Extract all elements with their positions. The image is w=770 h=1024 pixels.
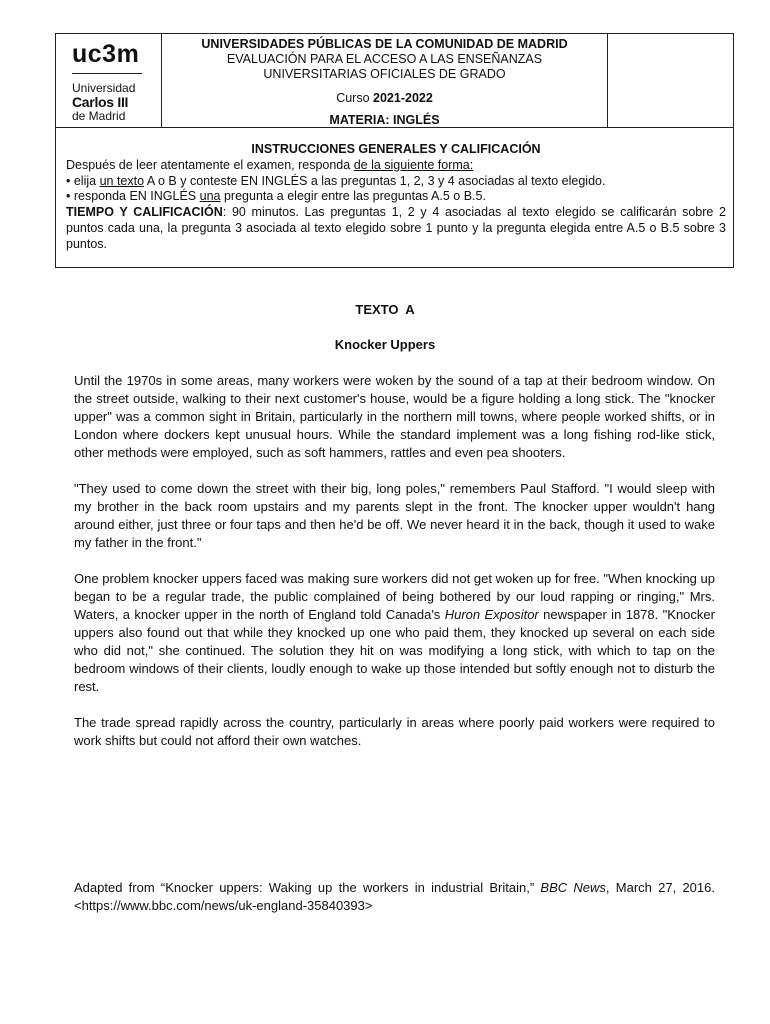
subject-title: MATERIA: INGLÉS bbox=[329, 113, 440, 127]
exam-header-table bbox=[55, 33, 734, 268]
paragraph-4: The trade spread rapidly across the country, particularly in areas where poorly paid workers were required to work shifts but could not afford their own watches. bbox=[74, 715, 715, 748]
university-logo bbox=[56, 34, 162, 127]
paragraph-3 bbox=[74, 570, 715, 696]
logo-mark: uc3m bbox=[72, 40, 140, 68]
bullet1-rest: A o B y conteste EN INGLÉS a las preguntas 1, 2, 3 y 4 asociadas al texto elegido. bbox=[146, 173, 606, 188]
paragraph-2: "They used to come down the street with their big, long poles," remembers Paul Stafford. "I would sleep with my brother in the back room upstairs and my parents slept in the front. The knocker upper wouldn't hang around either, just three or four taps and then he'd be off. We never heard it in the back, though it used to wake my father in the front." bbox=[74, 481, 715, 550]
evaluation-title-line2: UNIVERSITARIAS OFICIALES DE GRADO bbox=[263, 67, 506, 81]
logo-line-madrid: de Madrid bbox=[72, 109, 126, 123]
bullet2-rest: pregunta a elegir entre las preguntas A.5 o B.5. bbox=[223, 189, 486, 204]
logo-line-universidad: Universidad bbox=[72, 81, 136, 95]
instructions-block bbox=[66, 142, 726, 253]
instructions-bullet-2 bbox=[66, 189, 726, 205]
paragraph-1: Until the 1970s in some areas, many workers were woken by the sound of a tap at their bedroom window. On the street outside, walking to their next customer's house, would be a figure holding a long stick. The "knocker upper" was a common sight in Britain, particularly in the northern mill towns, where people worked shifts, or in London where dockers kept unusual hours. While the standard implement was a long fishing rod-like stick, other methods were employed, such as soft hammers, rattles and even pea shooters. bbox=[74, 373, 715, 460]
citation-publication: BBC News bbox=[540, 880, 606, 895]
source-citation bbox=[74, 879, 715, 915]
bullet2-underlined: una bbox=[199, 189, 221, 204]
citation-start: Adapted from “Knocker uppers: Waking up the workers in industrial Britain,” bbox=[74, 880, 535, 895]
header-row bbox=[56, 34, 733, 128]
text-section-label: TEXTO A bbox=[355, 302, 415, 317]
text-title: Knocker Uppers bbox=[334, 337, 436, 352]
instructions-bullet-1 bbox=[66, 174, 726, 190]
citation-text bbox=[74, 879, 715, 915]
instructions-title: INSTRUCCIONES GENERALES Y CALIFICACIÓN bbox=[251, 142, 541, 156]
bullet1-prefix: • elija bbox=[66, 173, 97, 188]
intro-text: Después de leer atentamente el examen, responda bbox=[66, 157, 351, 172]
timing-label: TIEMPO Y CALIFICACIÓN bbox=[66, 205, 223, 220]
course-label: Curso bbox=[336, 91, 370, 105]
intro-underlined: de la siguiente forma: bbox=[353, 157, 474, 172]
citation-end: , March 27, 2016. <https://www.bbc.com/news/uk-england-35840393> bbox=[74, 880, 715, 913]
logo-line-carlos: Carlos III bbox=[72, 94, 129, 110]
course-year bbox=[162, 91, 607, 105]
reading-text bbox=[74, 372, 715, 768]
course-year-value: 2021-2022 bbox=[373, 91, 433, 105]
evaluation-title-line1: EVALUACIÓN PARA EL ACCESO A LAS ENSEÑANZAS bbox=[226, 52, 543, 66]
instructions-intro bbox=[66, 158, 726, 174]
bullet2-prefix: • responda EN INGLÉS bbox=[66, 189, 197, 204]
empty-code-cell bbox=[608, 34, 733, 127]
instructions-timing bbox=[66, 205, 726, 252]
paragraph-3-end: newspaper in 1878. "Knocker uppers also found out that while they knocked up one who paid them, they knocked up several on each side who did not," she continued. The solution they hit on was modifying a long stick, with which to tap on the bedroom windows of their clients, loudly enough to wake up those intended but softly enough not to disturb the rest. bbox=[74, 607, 715, 694]
header-title-cell bbox=[162, 34, 608, 127]
paragraph-3-start: One problem knocker uppers faced was making sure workers did not get woken up for free. "When knocking up began to be a regular trade, the public complained of being bothered by our loud rapping or ringing," Mrs. Waters, a knocker upper in the north of England told Canada's bbox=[74, 571, 715, 622]
university-title: UNIVERSIDADES PÚBLICAS DE LA COMUNIDAD DE MADRID bbox=[201, 37, 568, 51]
newspaper-name: Huron Expositor bbox=[444, 607, 539, 622]
logo-divider bbox=[72, 73, 142, 74]
timing-text: : 90 minutos. Las preguntas 1, 2 y 4 asociadas al texto elegido se calificarán sobre 2 puntos cada una, la pregunta 3 asociada al texto elegido sobre 1 punto y la pregunta elegida entre A.5 o B.5 sobre 3 puntos. bbox=[66, 205, 727, 251]
bullet1-underlined: un texto bbox=[99, 173, 145, 188]
